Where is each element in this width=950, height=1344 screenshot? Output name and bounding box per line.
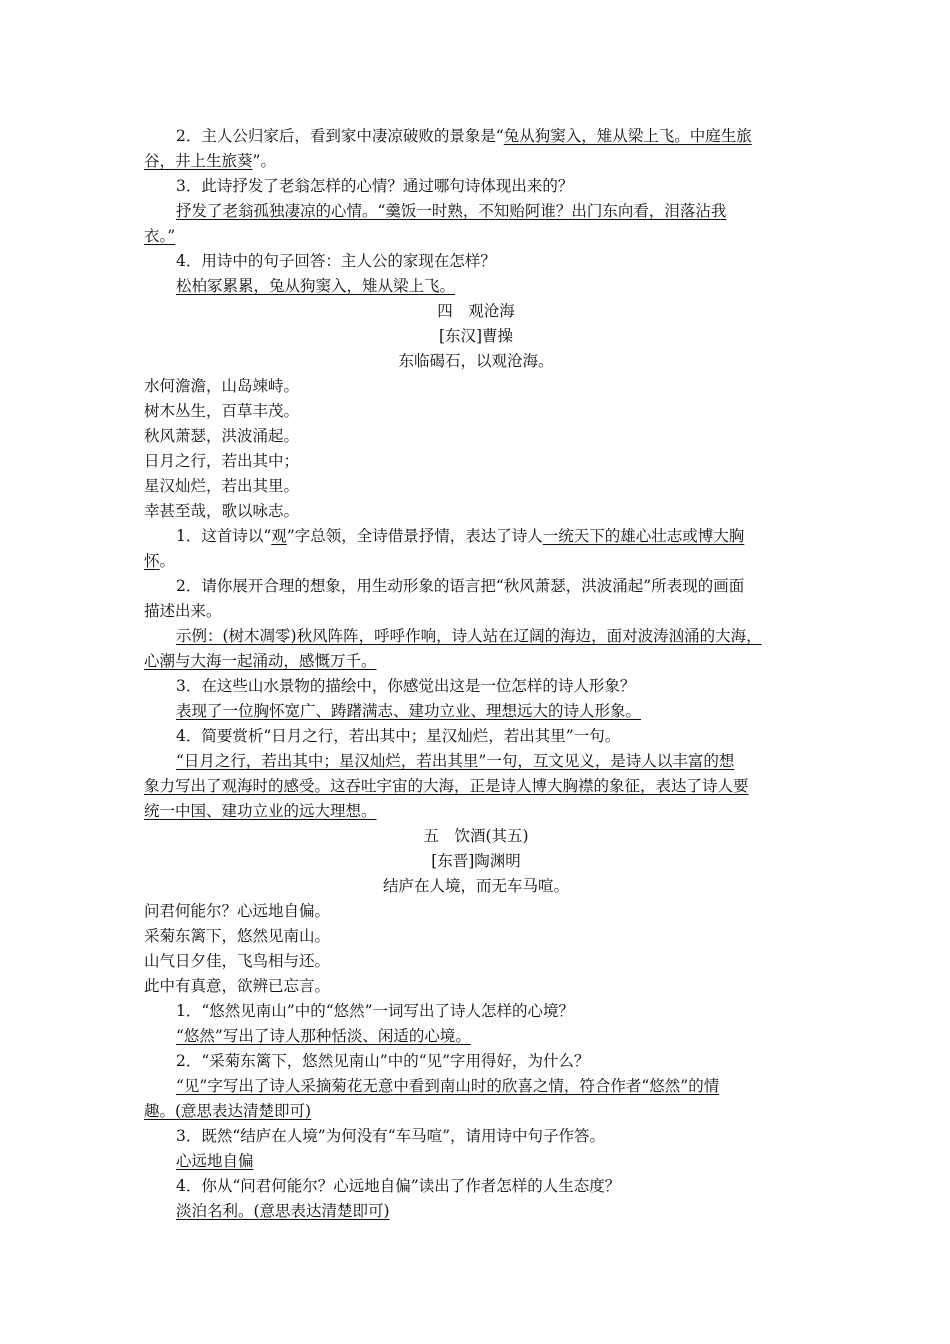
s3-q4-question: 4．用诗中的句子回答：主人公的家现在怎样？ — [176, 252, 496, 270]
s5-q2-question: 2．“采菊东篱下，悠然见南山”中的“见”字用得好，为什么？ — [176, 1052, 590, 1070]
s5-author: [东晋]陶渊明 — [431, 852, 521, 870]
s4-q2-question-cont: 描述出来。 — [144, 602, 222, 620]
s5-first-line: 结庐在人境，而无车马喧。 — [382, 877, 569, 895]
s5-q3-question: 3．既然“结庐在人境”为何没有“车马喧”，请用诗中句子作答。 — [176, 1127, 606, 1145]
s4-poem-line: 星汉灿烂，若出其里。 — [144, 477, 300, 495]
s3-q2-line1 — [144, 124, 808, 149]
s4-q4-answer-cont: 统一中国、建功立业的远大理想。 — [144, 802, 377, 820]
s4-q2-answer: 示例：(树木凋零)秋风阵阵，呼呼作响，诗人站在辽阔的海边，面对波涛汹涌的大海， — [176, 627, 762, 645]
s4-poem-line: 树木丛生，百草丰茂。 — [144, 402, 300, 420]
s4-q1-blank: 观 — [271, 527, 287, 545]
s4-q3-question: 3．在这些山水景物的描绘中，你感觉出这是一位怎样的诗人形象？ — [176, 677, 636, 695]
document-content — [144, 124, 808, 1224]
s3-q3-answer-cont: 衣。” — [144, 227, 176, 245]
s4-q4-question: 4．简要赏析“日月之行，若出其中；星汉灿烂，若出其里”一句。 — [176, 727, 621, 745]
s4-q2-question: 2．请你展开合理的想象，用生动形象的语言把“秋风萧瑟，洪波涌起”所表现的画面 — [176, 577, 745, 595]
s4-first-line: 东临碣石，以观沧海。 — [398, 352, 554, 370]
s3-q2-answer-cont: 谷，井上生旅葵 — [144, 152, 253, 170]
s4-q2-answer-cont: 心潮与大海一起涌动，感慨万千。 — [144, 652, 377, 670]
s5-title: 五 饮酒(其五) — [423, 827, 529, 845]
s4-poem-line: 秋风萧瑟，洪波涌起。 — [144, 427, 300, 445]
s5-q3-answer: 心远地自偏 — [176, 1152, 254, 1170]
s5-poem-line: 此中有真意，欲辨已忘言。 — [144, 977, 331, 995]
s4-q1-line2: 怀。 — [144, 552, 176, 570]
s4-q4-answer: “日月之行，若出其中；星汉灿烂，若出其里”一句，互文见义，是诗人以丰富的想 — [176, 752, 735, 770]
s4-q1-line1: 1．这首诗以“观”字总领，全诗借景抒情，表达了诗人一统天下的雄心壮志或博大胸 — [176, 527, 745, 545]
s3-q3-question: 3．此诗抒发了老翁怎样的心情？通过哪句诗体现出来的？ — [176, 177, 574, 195]
s3-q2-line2: 谷，井上生旅葵”。 — [144, 152, 276, 170]
s3-q3-answer: 抒发了老翁孤独凄凉的心情。“羹饭一时熟，不知贻阿谁？出门东向看，泪落沾我 — [176, 202, 727, 220]
s3-q2-question: 2．主人公归家后，看到家中凄凉破败的景象是“ — [176, 127, 504, 145]
s4-poem-line: 幸甚至哉，歌以咏志。 — [144, 502, 300, 520]
s5-q1-answer: “悠然”写出了诗人那种恬淡、闲适的心境。 — [176, 1027, 471, 1045]
s5-q1-question: 1．“悠然见南山”中的“悠然”一词写出了诗人怎样的心境？ — [176, 1002, 575, 1020]
s4-poem-line: 日月之行，若出其中； — [144, 452, 300, 470]
s5-q2-answer: “见”字写出了诗人采摘菊花无意中看到南山时的欣喜之情，符合作者“悠然”的情 — [176, 1077, 720, 1095]
s4-title: 四 观沧海 — [437, 302, 515, 320]
s5-q4-question: 4．你从“问君何能尔？心远地自偏”读出了作者怎样的人生态度？ — [176, 1177, 621, 1195]
s4-q1-answer: 一统天下的雄心壮志或博大胸 — [542, 527, 745, 545]
s5-q2-answer-cont: 趣。(意思表达清楚即可) — [144, 1102, 312, 1120]
s5-poem-line: 山气日夕佳，飞鸟相与还。 — [144, 952, 331, 970]
s5-q4-answer: 淡泊名利。(意思表达清楚即可) — [176, 1202, 390, 1220]
s4-q4-answer-cont: 象力写出了观海时的感受。这吞吐宇宙的大海，正是诗人博大胸襟的象征，表达了诗人要 — [144, 777, 749, 795]
s4-author: [东汉]曹操 — [438, 327, 514, 345]
s5-poem-line: 采菊东篱下，悠然见南山。 — [144, 927, 331, 945]
s4-poem-line: 水何澹澹，山岛竦峙。 — [144, 377, 300, 395]
s5-poem-line: 问君何能尔？心远地自偏。 — [144, 902, 331, 920]
s4-q3-answer: 表现了一位胸怀宽广、踌躇满志、建功立业、理想远大的诗人形象。 — [176, 702, 642, 720]
s3-q2-answer: 兔从狗窦入，雉从梁上飞。中庭生旅 — [503, 127, 752, 145]
s3-q4-answer: 松柏冢累累，兔从狗窦入，雉从梁上飞。 — [176, 277, 456, 295]
